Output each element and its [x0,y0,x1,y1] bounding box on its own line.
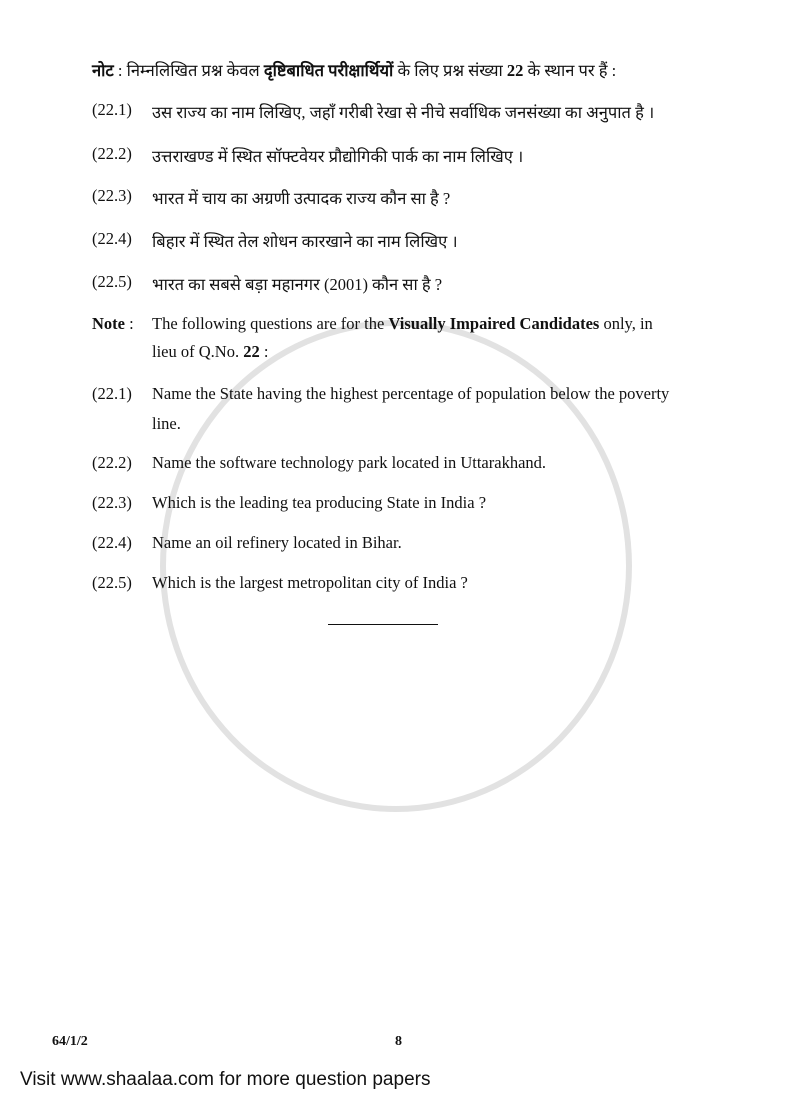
question-num: (22.2) [92,144,132,163]
question-text: उस राज्य का नाम लिखिए, जहाँ गरीबी रेखा से नीचे सर्वाधिक जनसंख्या का अनुपात है । [152,103,655,122]
note-text: only, in [599,314,653,333]
question-text: Which is the largest metropolitan city of India ? [152,573,468,592]
question-num: (22.5) [92,272,132,291]
note-bold: दृष्टिबाधित परीक्षार्थियों [263,61,394,80]
question-num: (22.5) [92,573,132,592]
visit-banner[interactable]: Visit www.shaalaa.com for more question papers [20,1069,431,1090]
question-num: (22.3) [92,186,132,205]
question-text: Name the software technology park located in Uttarakhand. [152,453,547,472]
question-text: बिहार में स्थित तेल शोधन कारखाने का नाम लिखिए । [152,232,458,251]
question-text: भारत में चाय का अग्रणी उत्पादक राज्य कौन सा है ? [152,189,451,208]
question-text: Which is the leading tea producing State in India ? [152,493,487,512]
question-text: Name the State having the highest percentage of population below the poverty [152,384,670,403]
note-colon: : [124,314,134,333]
question-num: (22.3) [92,493,132,512]
question-text: line. [152,414,181,433]
note-text: : [259,342,269,361]
question-num: (22.2) [92,453,132,472]
hindi-note [92,58,616,81]
page-number: 8 [395,1034,402,1049]
question-text: भारत का सबसे बड़ा महानगर (2001) कौन सा है ? [152,275,443,294]
note-label: नोट [92,61,114,80]
note-text: The following questions are for the [152,314,389,333]
question-text: उत्तराखण्ड में स्थित सॉफ्टवेयर प्रौद्योगिकी पार्क का नाम लिखिए । [152,147,524,166]
question-number: 22 [243,342,260,361]
paper-code: 64/1/2 [52,1034,88,1049]
note-text: के लिए प्रश्न संख्या [393,61,507,80]
question-num: (22.1) [92,100,132,119]
note-label: Note [92,314,125,333]
question-num: (22.1) [92,384,132,403]
note-text: lieu of Q.No. [152,342,244,361]
question-text: Name an oil refinery located in Bihar. [152,533,402,552]
question-number: 22 [506,61,524,80]
end-rule [328,624,438,625]
note-bold: Visually Impaired Candidates [388,314,600,333]
question-num: (22.4) [92,229,132,248]
question-num: (22.4) [92,533,132,552]
note-text: : निम्नलिखित प्रश्न केवल [113,61,264,80]
note-text: के स्थान पर हैं : [523,61,617,80]
